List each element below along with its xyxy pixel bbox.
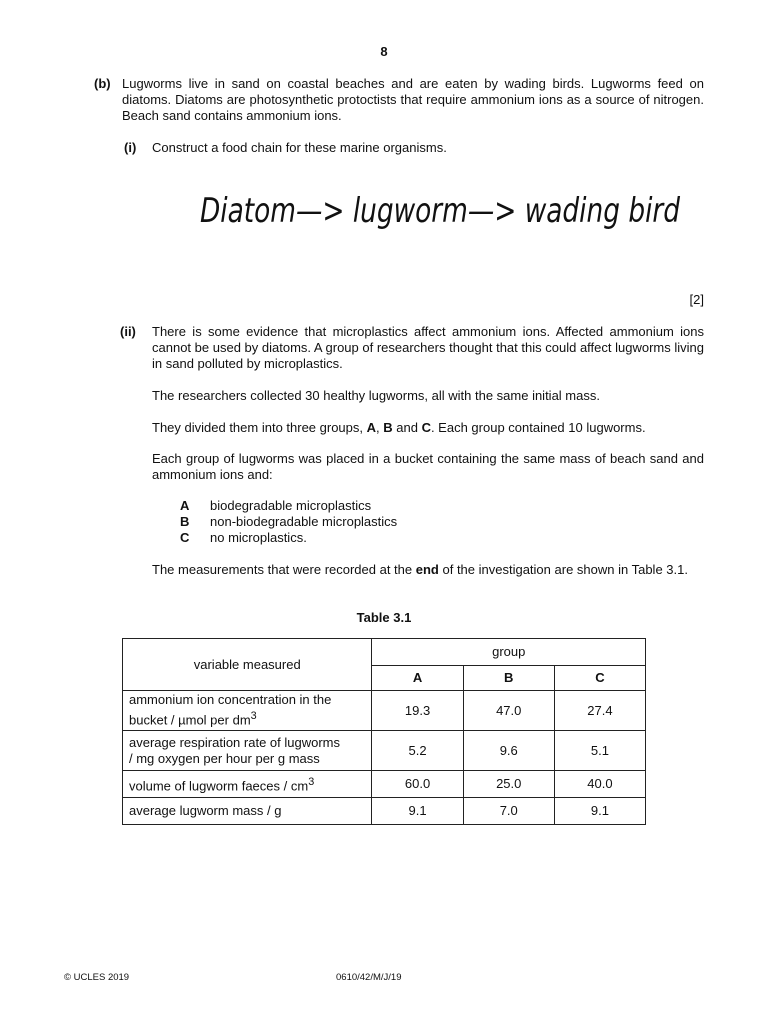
list-text: non-biodegradable microplastics	[210, 514, 398, 529]
footer-copyright: © UCLES 2019	[64, 972, 130, 983]
table-header-row	[123, 639, 646, 666]
group-c-header: C	[554, 666, 645, 691]
handwritten-answer	[196, 180, 716, 240]
variable-cell: average respiration rate of lugworms / mg oxygen per hour per g mass	[123, 731, 372, 771]
table-row	[123, 771, 646, 798]
footer-code: 0610/42/M/J/19	[336, 972, 402, 983]
part-ii-paragraph-5	[152, 562, 704, 578]
value-cell: 9.1	[372, 798, 463, 825]
marks-label: [2]	[689, 292, 704, 307]
list-key: B	[180, 514, 190, 529]
list-key: A	[180, 498, 190, 513]
part-i-question: Construct a food chain for these marine organisms.	[152, 140, 447, 155]
part-ii-paragraph-1: There is some evidence that microplastics affect ammonium ions. Affected ammonium ions cannot be used by diatoms. A group of researchers thought that this could affect lugworms living in sand polluted by microplastics.	[152, 324, 704, 371]
part-ii-paragraph-4: Each group of lugworms was placed in a bucket containing the same mass of beach sand and ammonium ions and:	[152, 451, 704, 482]
table-row	[123, 691, 646, 731]
p5-text-b: of the investigation are shown in Table 3.1.	[438, 562, 688, 577]
list-text: no microplastics.	[210, 530, 307, 545]
variable-cell: average lugworm mass / g	[123, 798, 372, 825]
handwritten-answer-text: Diatom—> lugworm—> wading bird	[200, 191, 681, 231]
list-text: biodegradable microplastics	[210, 498, 372, 513]
value-cell: 9.6	[463, 731, 554, 771]
p3-group-a: A	[366, 420, 377, 435]
value-cell: 47.0	[463, 691, 554, 731]
part-ii-label: (ii)	[120, 324, 136, 339]
group-b-header: B	[463, 666, 554, 691]
list-key: C	[180, 530, 190, 545]
part-b-text: Lugworms live in sand on coastal beaches and are eaten by wading birds. Lugworms feed on diatoms. Diatoms are photosynthetic protoctists that require ammonium ions as a source of nitrogen. Beach sand contains ammonium ions.	[122, 76, 704, 123]
page-number: 8	[380, 44, 388, 59]
part-i-label: (i)	[124, 140, 137, 155]
table-caption: Table 3.1	[356, 610, 412, 625]
variable-cell: ammonium ion concentration in the bucket / µmol per $dm^3$	[123, 691, 372, 731]
p5-text-a: The measurements that were recorded at the	[152, 562, 416, 577]
value-cell: 19.3	[372, 691, 463, 731]
part-ii-paragraph-2: The researchers collected 30 healthy lugworms, all with the same initial mass.	[152, 388, 600, 403]
p3-group-b: B	[383, 420, 393, 435]
group-a-header: A	[372, 666, 463, 691]
list-item	[180, 498, 397, 514]
header-variable: variable measured	[123, 639, 372, 691]
treatment-list	[180, 498, 397, 546]
list-item	[180, 530, 397, 546]
p3-group-c: C	[421, 420, 431, 435]
results-table	[122, 638, 646, 825]
value-cell: 27.4	[554, 691, 645, 731]
part-ii-paragraph-3	[152, 420, 704, 436]
value-cell: 40.0	[554, 771, 645, 798]
p3-text-a: They divided them into three groups,	[152, 420, 367, 435]
p3-text-b: . Each group contained 10 lugworms.	[430, 420, 646, 435]
part-b-label: (b)	[94, 76, 111, 91]
table-row	[123, 798, 646, 825]
p3-comma: ,	[376, 420, 384, 435]
value-cell: 25.0	[463, 771, 554, 798]
header-group: group	[372, 639, 646, 666]
table-row	[123, 731, 646, 771]
p5-bold: end	[415, 562, 439, 577]
value-cell: 5.1	[554, 731, 645, 771]
value-cell: 5.2	[372, 731, 463, 771]
list-item	[180, 514, 397, 530]
value-cell: 9.1	[554, 798, 645, 825]
variable-cell: volume of lugworm faeces / $cm^3$	[123, 771, 372, 798]
value-cell: 60.0	[372, 771, 463, 798]
p3-and: and	[392, 420, 422, 435]
value-cell: 7.0	[463, 798, 554, 825]
